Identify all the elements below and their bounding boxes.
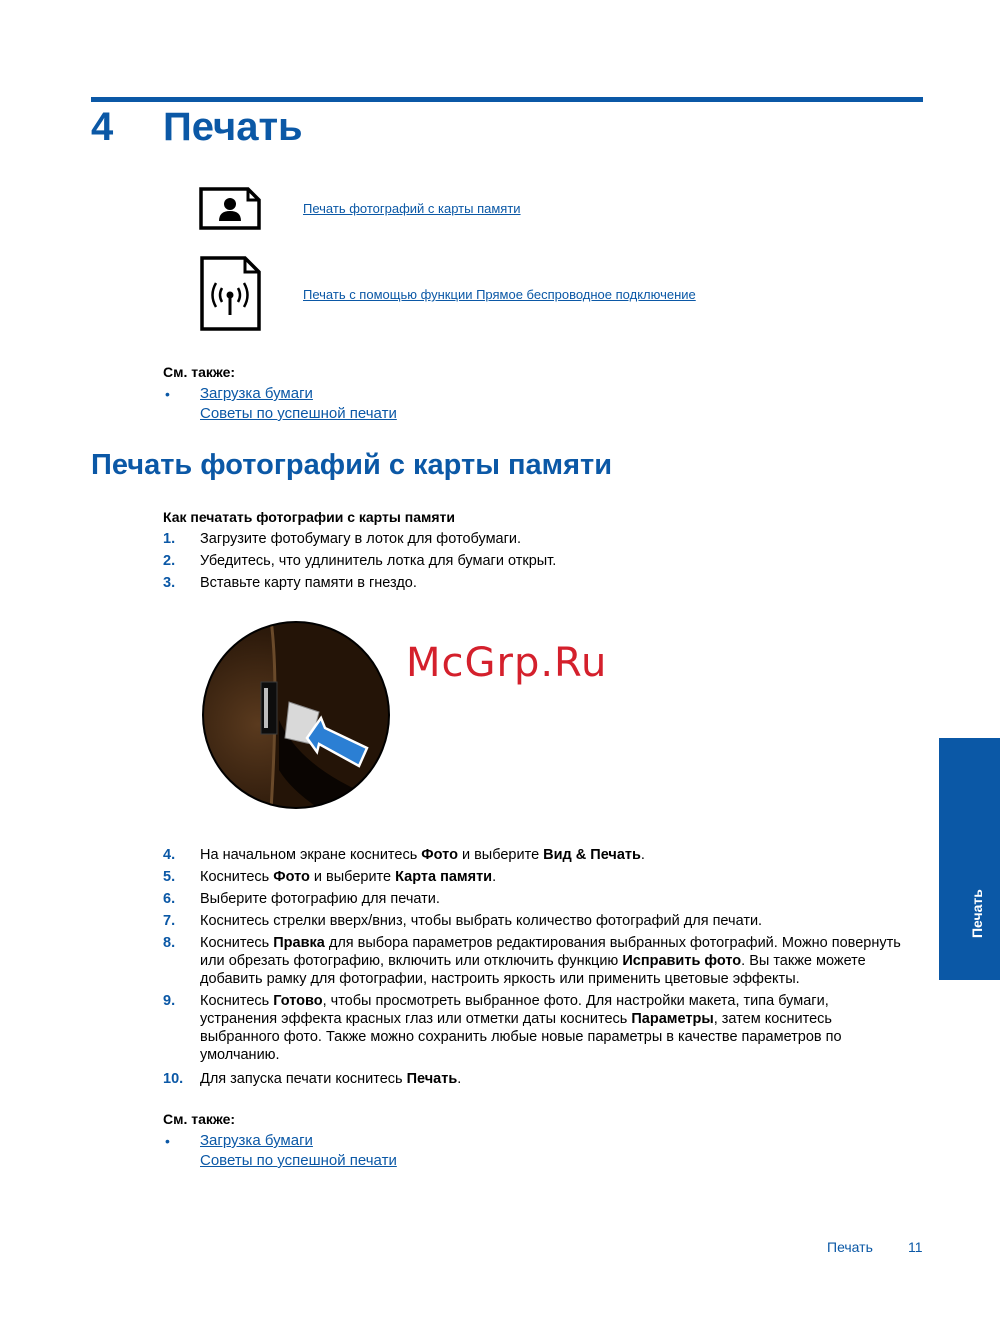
see-also-heading: См. также: <box>163 1111 236 1127</box>
watermark: McGrp.Ru <box>406 640 608 686</box>
ui-term: Готово <box>273 993 323 1009</box>
step-number: 1. <box>163 531 176 547</box>
step-number: 8. <box>163 935 176 951</box>
ui-term: Исправить фото <box>622 953 742 969</box>
step-item <box>163 846 923 864</box>
photo-print-icon <box>198 186 262 236</box>
see-also-link-load-paper[interactable]: Загрузка бумаги <box>200 385 313 402</box>
procedure-title: Как печатать фотографии с карты памяти <box>163 509 455 525</box>
step-text: Коснитесь Готово, чтобы просмотреть выбранное фото. Для настройки макета, типа бумаги, устранения эффекта красных глаз или отметки даты коснитесь Параметры, затем коснитесь выбранного фото. Также можно сохранить любые новые параметры в качестве параметров по умолчанию. <box>200 993 842 1063</box>
step-item <box>163 890 923 908</box>
chapter-number: 4 <box>91 105 114 149</box>
step-item <box>163 1070 923 1088</box>
step-number: 10. <box>163 1071 184 1087</box>
ui-term: Параметры <box>631 1011 714 1027</box>
see-also-link-print-tips[interactable]: Советы по успешной печати <box>200 1152 397 1169</box>
ui-term: Карта памяти <box>395 869 493 885</box>
step-item <box>163 552 923 570</box>
step-text: Убедитесь, что удлинитель лотка для бумаги открыт. <box>200 553 557 569</box>
ui-term: Вид & Печать <box>543 847 641 863</box>
topic-link-wireless-direct[interactable]: Печать с помощью функции Прямое беспроводное подключение <box>303 287 696 302</box>
page-number: 11 <box>908 1239 923 1255</box>
memory-card-illustration <box>201 620 391 810</box>
step-text: Коснитесь Правка для выбора параметров редактирования выбранных фотографий. Можно повернуть или обрезать фотографию, включить или отключить функцию Исправить фото. Вы также можете добавить рамку для фотографии, настроить яркость или применить цветовые эффекты. <box>200 935 901 987</box>
step-number: 3. <box>163 575 176 591</box>
step-text: На начальном экране коснитесь Фото и выберите Вид & Печать. <box>200 847 645 863</box>
step-item <box>163 868 923 886</box>
ui-term: Правка <box>273 935 325 951</box>
step-item <box>163 530 923 548</box>
chapter-title: Печать <box>163 105 303 149</box>
step-item <box>163 992 883 1064</box>
step-number: 4. <box>163 847 176 863</box>
ui-term: Фото <box>421 847 458 863</box>
step-number: 2. <box>163 553 176 569</box>
step-item <box>163 934 903 988</box>
wireless-direct-icon <box>199 255 262 337</box>
footer-section-label: Печать <box>827 1239 873 1255</box>
step-item <box>163 574 923 592</box>
step-text: Коснитесь Фото и выберите Карта памяти. <box>200 869 497 885</box>
chapter-side-tab <box>939 738 1000 980</box>
step-number: 6. <box>163 891 176 907</box>
see-also-link-print-tips[interactable]: Советы по успешной печати <box>200 405 397 422</box>
see-also-heading: См. также: <box>163 364 236 380</box>
see-also-link-load-paper[interactable]: Загрузка бумаги <box>200 1132 313 1149</box>
step-item <box>163 912 923 930</box>
chapter-rule <box>91 97 923 102</box>
step-number: 7. <box>163 913 176 929</box>
bullet: • <box>165 386 170 402</box>
ui-term: Печать <box>406 1071 458 1087</box>
step-text: Для запуска печати коснитесь Печать. <box>200 1071 462 1087</box>
section-title: Печать фотографий с карты памяти <box>91 449 613 481</box>
step-text: Коснитесь стрелки вверх/вниз, чтобы выбрать количество фотографий для печати. <box>200 913 763 929</box>
step-number: 9. <box>163 993 176 1009</box>
step-text: Загрузите фотобумагу в лоток для фотобумаги. <box>200 531 522 547</box>
step-number: 5. <box>163 869 176 885</box>
step-text: Выберите фотографию для печати. <box>200 891 440 907</box>
step-text: Вставьте карту памяти в гнездо. <box>200 575 417 591</box>
topic-link-photo-card[interactable]: Печать фотографий с карты памяти <box>303 201 521 216</box>
ui-term: Фото <box>273 869 310 885</box>
side-tab-label: Печать <box>969 889 985 938</box>
bullet: • <box>165 1133 170 1149</box>
